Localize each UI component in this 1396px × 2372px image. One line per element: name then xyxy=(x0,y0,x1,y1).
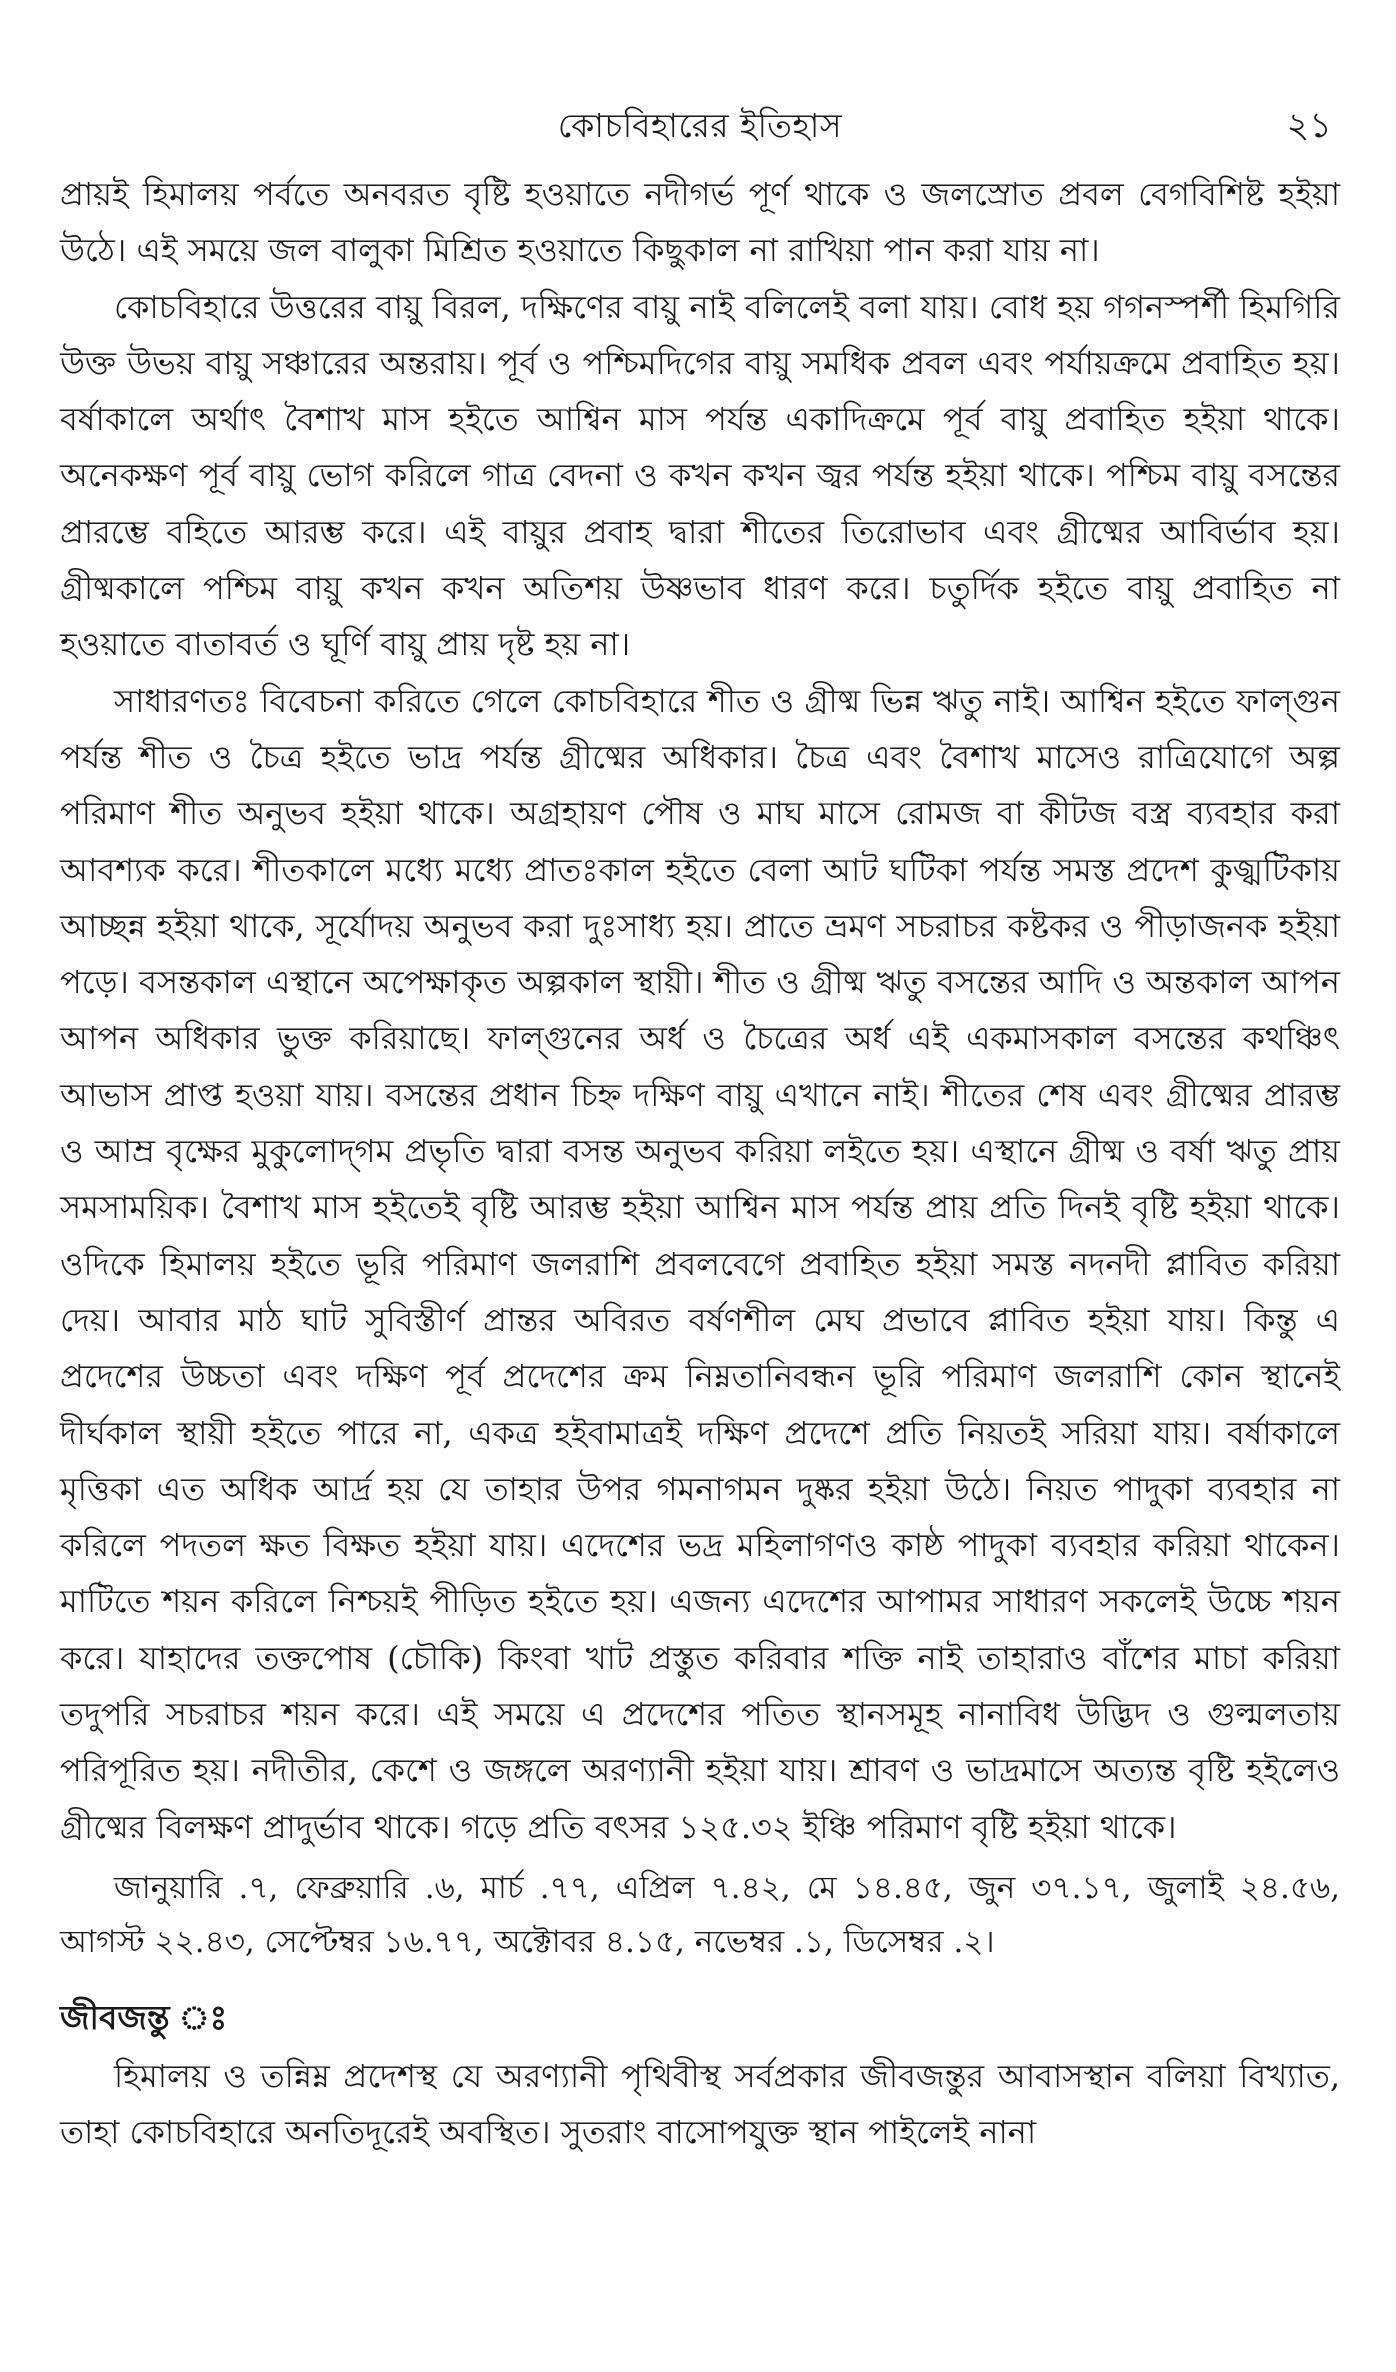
monthly-rainfall-list: জানুয়ারি .৭, ফেব্রুয়ারি .৬, মার্চ .৭৭, এপ্রিল ৭.৪২, মে ১৪.৪৫, জুন ৩৭.১৭, জুলাই ২৪.৫৬, আগস্ট ২২.৪৩, সেপ্টেম্বর ১৬.৭৭, অক্টোবর ৪.১৫, নভেম্বর .১, ডিসেম্বর .২। xyxy=(60,1869,1340,1961)
section-heading-fauna: জীবজন্তু ঃ xyxy=(60,1997,228,2037)
body-text xyxy=(60,166,1340,2161)
paragraph-fauna: হিমালয় ও তন্নিম্ন প্রদেশস্থ যে অরণ্যানী পৃথিবীস্থ সর্বপ্রকার জীবজন্তুর আবাসস্থান বলিয়া বিখ্যাত, তাহা কোচবিহারে অনতিদূরেই অবস্থিত। সুতরাং বাসোপযুক্ত স্থান পাইলেই নানা xyxy=(60,2056,1340,2152)
book-page xyxy=(60,80,1340,2340)
paragraph-seasons: সাধারণতঃ বিবেচনা করিতে গেলে কোচবিহারে শীত ও গ্রীষ্ম ভিন্ন ঋতু নাই। আশ্বিন হইতে ফাল্গুন পর্যন্ত শীত ও চৈত্র হইতে ভাদ্র পর্যন্ত গ্রীষ্মের অধিকার। চৈত্র এবং বৈশাখ মাসেও রাত্রিযোগে অল্প পরিমাণ শীত অনুভব হইয়া থাকে। অগ্রহায়ণ পৌষ ও মাঘ মাসে রোমজ বা কীটজ বস্ত্র ব্যবহার করা আবশ্যক করে। শীতকালে মধ্যে মধ্যে প্রাতঃকাল হইতে বেলা আট ঘটিকা পর্যন্ত সমস্ত প্রদেশ কুজ্ঝটিকায় আচ্ছন্ন হইয়া থাকে, সূর্যোদয় অনুভব করা দুঃসাধ্য হয়। প্রাতে ভ্রমণ সচরাচর কষ্টকর ও পীড়াজনক হইয়া পড়ে। বসন্তকাল এস্থানে অপেক্ষাকৃত অল্পকাল স্থায়ী। শীত ও গ্রীষ্ম ঋতু বসন্তের আদি ও অন্তকাল আপন আপন অধিকার ভুক্ত করিয়াছে। ফাল্গুনের অর্ধ ও চৈত্রের অর্ধ এই একমাসকাল বসন্তের কথঞ্চিৎ আভাস প্রাপ্ত হওয়া যায়। বসন্তের প্রধান চিহ্ন দক্ষিণ বায়ু এখানে নাই। শীতের শেষ এবং গ্রীষ্মের প্রারম্ভ ও আম্র বৃক্ষের মুকুলোদ্‌গম প্রভৃতি দ্বারা বসন্ত অনুভব করিয়া লইতে হয়। এস্থানে গ্রীষ্ম ও বর্ষা ঋতু প্রায় সমসাময়িক। বৈশাখ মাস হইতেই বৃষ্টি আরম্ভ হইয়া আশ্বিন মাস পর্যন্ত প্রায় প্রতি দিনই বৃষ্টি হইয়া থাকে। ওদিকে হিমালয় হইতে ভূরি পরিমাণ জলরাশি প্রবলবেগে প্রবাহিত হইয়া সমস্ত নদনদী প্লাবিত করিয়া দেয়। আবার মাঠ ঘাট সুবিস্তীর্ণ প্রান্তর অবিরত বর্ষণশীল মেঘ প্রভাবে প্লাবিত হইয়া যায়। কিন্তু এ প্রদেশের উচ্চতা এবং দক্ষিণ পূর্ব প্রদেশের ক্রম নিম্নতানিবন্ধন ভূরি পরিমাণ জলরাশি কোন স্থানেই দীর্ঘকাল স্থায়ী হইতে পারে না, একত্র হইবামাত্রই দক্ষিণ প্রদেশে প্রতি নিয়তই সরিয়া যায়। বর্ষাকালে মৃত্তিকা এত অধিক আর্দ্র হয় যে তাহার উপর গমনাগমন দুষ্কর হইয়া উঠে। নিয়ত পাদুকা ব্যবহার না করিলে পদতল ক্ষত বিক্ষত হইয়া যায়। এদেশের ভদ্র মহিলাগণও কাষ্ঠ পাদুকা ব্যবহার করিয়া থাকেন। মাটিতে শয়ন করিলে নিশ্চয়ই পীড়িত হইতে হয়। এজন্য এদেশের আপামর সাধারণ সকলেই উচ্চে শয়ন করে। যাহাদের তক্তপোষ (চৌকি) কিংবা খাট প্রস্তুত করিবার শক্তি নাই তাহারাও বাঁশের মাচা করিয়া তদুপরি সচরাচর শয়ন করে। এই সময়ে এ প্রদেশের পতিত স্থানসমূহ নানাবিধ উদ্ভিদ ও গুল্মলতায় পরিপূরিত হয়। নদীতীর, কেশে ও জঙ্গলে অরণ্যানী হইয়া যায়। শ্রাবণ ও ভাদ্রমাসে অত্যন্ত বৃষ্টি হইলেও গ্রীষ্মের বিলক্ষণ প্রাদুর্ভাব থাকে। গড়ে প্রতি বৎসর ১২৫.৩২ ইঞ্চি পরিমাণ বৃষ্টি হইয়া থাকে। xyxy=(60,681,1340,1846)
running-header xyxy=(60,80,1340,154)
paragraph-winds: কোচবিহারে উত্তরের বায়ু বিরল, দক্ষিণের বায়ু নাই বলিলেই বলা যায়। বোধ হয় গগনস্পর্শী হিমগিরি উক্ত উভয় বায়ু সঞ্চারের অন্তরায়। পূর্ব ও পশ্চিমদিগের বায়ু সমধিক প্রবল এবং পর্যায়ক্রমে প্রবাহিত হয়। বর্ষাকালে অর্থাৎ বৈশাখ মাস হইতে আশ্বিন মাস পর্যন্ত একাদিক্রমে পূর্ব বায়ু প্রবাহিত হইয়া থাকে। অনেকক্ষণ পূর্ব বায়ু ভোগ করিলে গাত্র বেদনা ও কখন কখন জ্বর পর্যন্ত হইয়া থাকে। পশ্চিম বায়ু বসন্তের প্রারম্ভে বহিতে আরম্ভ করে। এই বায়ুর প্রবাহ দ্বারা শীতের তিরোভাব এবং গ্রীষ্মের আবির্ভাব হয়। গ্রীষ্মকালে পশ্চিম বায়ু কখন কখন অতিশয় উষ্ণভাব ধারণ করে। চতুর্দিক হইতে বায়ু প্রবাহিত না হওয়াতে বাতাবর্ত ও ঘূর্ণি বায়ু প্রায় দৃষ্ট হয় না। xyxy=(60,287,1340,664)
paragraph-rain-continuation: প্রায়ই হিমালয় পর্বতে অনবরত বৃষ্টি হওয়াতে নদীগর্ভ পূর্ণ থাকে ও জলস্রোত প্রবল বেগবিশিষ্ট হইয়া উঠে। এই সময়ে জল বালুকা মিশ্রিত হওয়াতে কিছুকাল না রাখিয়া পান করা যায় না। xyxy=(60,175,1340,270)
page-number: ২১ xyxy=(1286,106,1332,146)
book-title: কোচবিহারের ইতিহাস xyxy=(557,106,843,145)
